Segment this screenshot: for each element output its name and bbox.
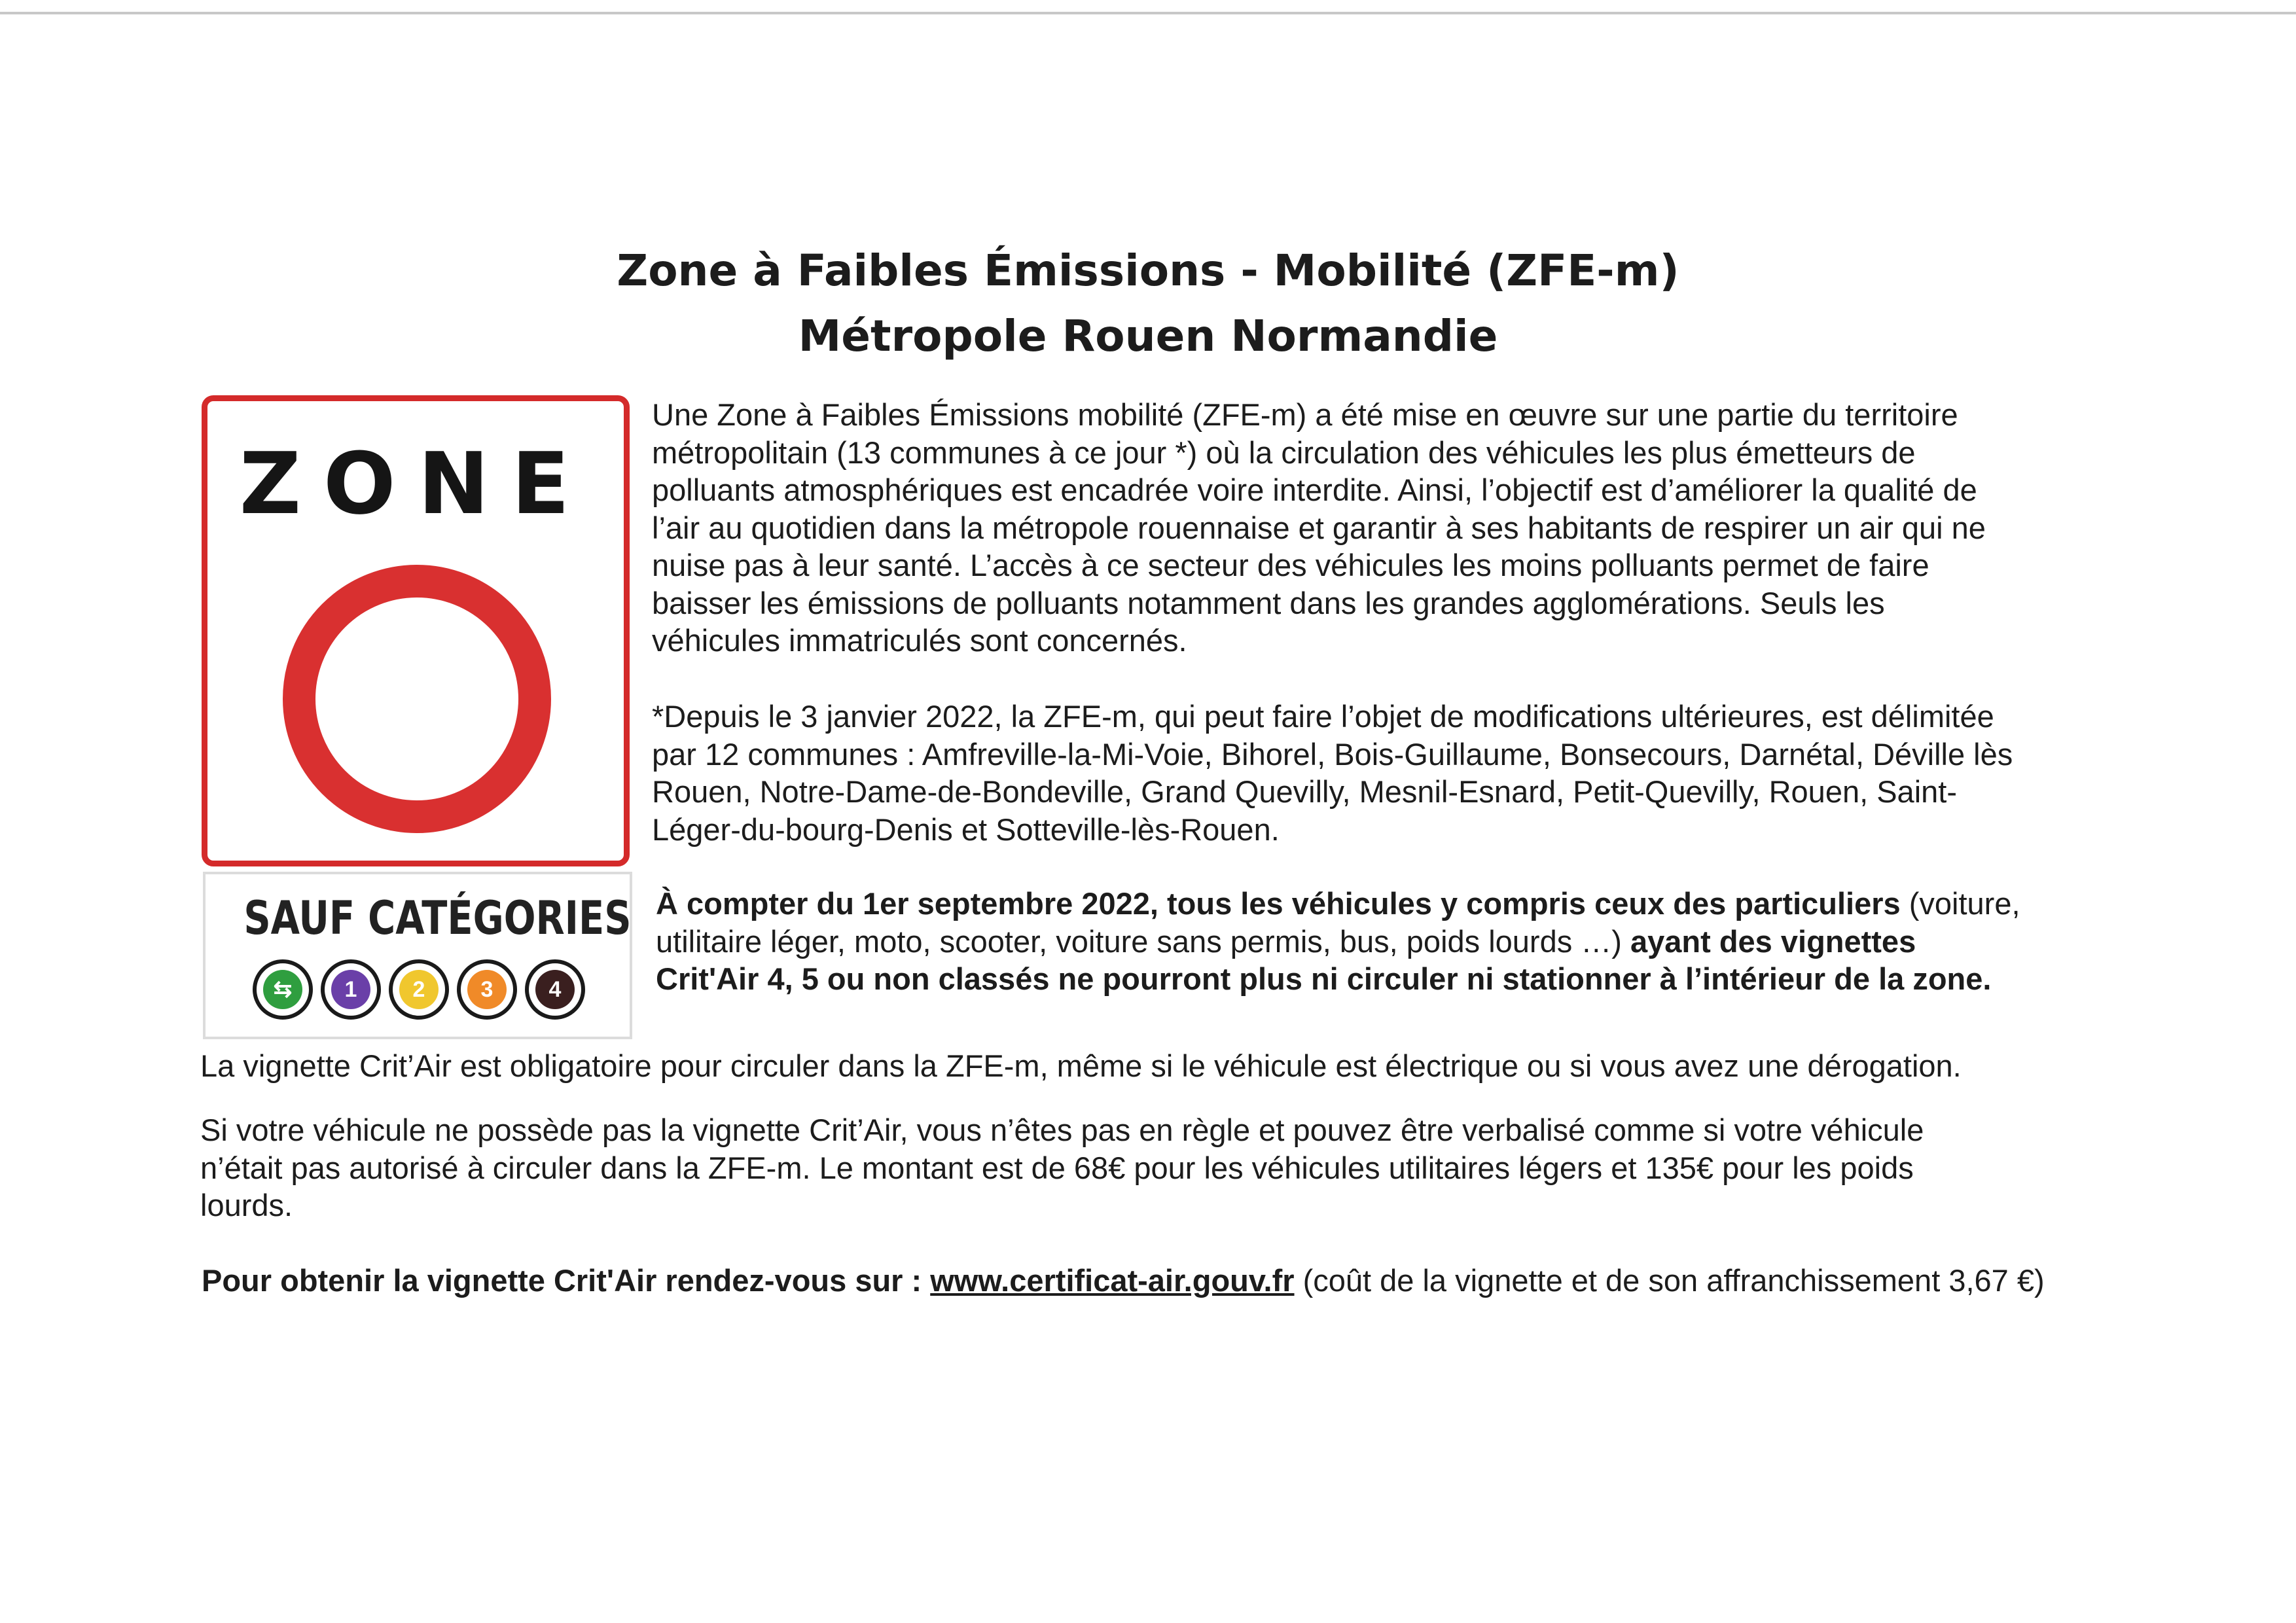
intro-paragraph	[652, 396, 1986, 660]
rule-line-3	[656, 960, 2020, 998]
communes-line: *Depuis le 3 janvier 2022, la ZFE-m, qui peut faire l’objet de modifications ultérieures, est délimitée	[652, 699, 1994, 734]
rule-line-1-bold: À compter du 1er septembre 2022, tous les véhicules y compris ceux des particuliers	[656, 886, 1901, 921]
exception-panel-label: SAUF CATÉGORIES	[243, 891, 632, 945]
intro-line: baisser les émissions de polluants notamment dans les grandes agglomérations. Seuls les	[652, 585, 1885, 620]
intro-line: nuise pas à leur santé. L’accès à ce secteur des véhicules les moins polluants permet de faire	[652, 548, 1929, 582]
critair-badge-glyph: 2	[412, 977, 425, 1002]
communes-line: par 12 communes : Amfreville-la-Mi-Voie, Bihorel, Bois-Guillaume, Bonsecours, Darnétal, Déville lès	[652, 736, 2013, 772]
communes-line: Rouen, Notre-Dame-de-Bondeville, Grand Quevilly, Mesnil-Esnard, Petit-Quevilly, Rouen, Saint-	[652, 774, 1957, 809]
communes-line: Léger-du-bourg-Denis et Sotteville-lès-Rouen.	[652, 812, 1280, 847]
rule-paragraph	[656, 885, 2020, 998]
rule-line-1	[656, 885, 2020, 923]
certificat-air-link[interactable]: www.certificat-air.gouv.fr	[930, 1263, 1295, 1298]
obtain-line	[202, 1262, 2045, 1300]
scan-edge	[0, 12, 2296, 14]
mandatory-paragraph	[200, 1047, 1962, 1085]
intro-line: Une Zone à Faibles Émissions mobilité (ZFE-m) a été mise en œuvre sur une partie du territoire	[652, 397, 1958, 432]
communes-paragraph	[652, 698, 2013, 848]
rule-line-3-bold: Crit'Air 4, 5 ou non classés ne pourront plus ni circuler ni stationner à l’intérieur de la zone.	[656, 961, 1992, 996]
critair-badge-1	[321, 959, 381, 1020]
page-title: Zone à Faibles Émissions - Mobilité (ZFE-m)	[617, 245, 1679, 296]
rule-line-1-normal: (voiture,	[1900, 886, 2020, 921]
fine-line: lourds.	[200, 1188, 293, 1222]
mandatory-line: La vignette Crit’Air est obligatoire pour circuler dans la ZFE-m, même si le véhicule est électrique ou si vous avez une dérogation.	[200, 1048, 1962, 1083]
fine-paragraph	[200, 1111, 1924, 1224]
rule-line-2-bold: ayant des vignettes	[1621, 923, 1916, 959]
exception-panel	[203, 872, 632, 1039]
critair-badge-2	[389, 959, 449, 1020]
page-subtitle: Métropole Rouen Normandie	[798, 311, 1498, 361]
prohibition-ring-icon	[283, 565, 551, 833]
fine-line: Si votre véhicule ne possède pas la vignette Crit’Air, vous n’êtes pas en règle et pouvez être verbalisé comme si votre véhicule	[200, 1113, 1924, 1147]
critair-badge-3	[457, 959, 517, 1020]
intro-line: l’air au quotidien dans la métropole rouennaise et garantir à ses habitants de respirer un air qui ne	[652, 510, 1986, 545]
critair-badge-glyph: ⇆	[273, 977, 293, 1002]
obtain-cost-note: (coût de la vignette et de son affranchissement 3,67 €)	[1294, 1263, 2045, 1298]
critair-badge-4	[525, 959, 585, 1020]
intro-line: polluants atmosphériques est encadrée voire interdite. Ainsi, l’objectif est d’améliorer la qualité de	[652, 473, 1977, 507]
critair-badge-glyph: 4	[548, 977, 562, 1002]
obtain-paragraph	[202, 1262, 2045, 1300]
critair-badge-glyph: 1	[344, 977, 357, 1002]
critair-badge-glyph: 3	[480, 977, 493, 1002]
fine-line: n’était pas autorisé à circuler dans la ZFE-m. Le montant est de 68€ pour les véhicules utilitaires légers et 135€ pour les poids	[200, 1150, 1914, 1185]
zone-sign-label: ZONE	[239, 434, 592, 533]
intro-line: métropolitain (13 communes à ce jour *) où la circulation des véhicules les plus émetteurs de	[652, 435, 1916, 470]
zone-sign	[202, 395, 630, 866]
rule-line-2-normal: utilitaire léger, moto, scooter, voiture sans permis, bus, poids lourds …)	[656, 923, 1622, 959]
intro-line: véhicules immatriculés sont concernés.	[652, 623, 1187, 658]
obtain-label: Pour obtenir la vignette Crit'Air rendez-vous sur :	[202, 1263, 931, 1298]
rule-line-2	[656, 923, 2020, 961]
critair-badge-0	[253, 959, 313, 1020]
